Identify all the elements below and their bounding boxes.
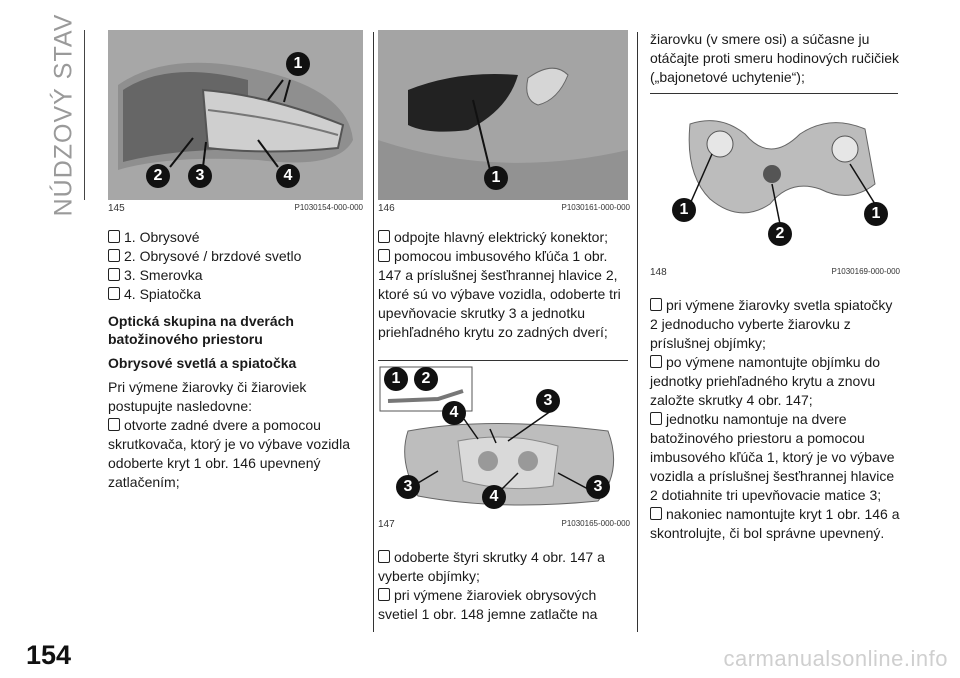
checkbox-icon (378, 249, 390, 262)
step-text: otvorte zadné dvere a pomocou skrutkovača, ktorý je vo výbave vozidla odoberte kryt 1 obr. 146 upevnený zatlačením; (108, 417, 350, 490)
figure-code: P1030154-000-000 (294, 203, 363, 212)
figure-148-caption (650, 267, 900, 278)
column-rule-1 (373, 32, 374, 632)
chapter-divider (84, 30, 85, 200)
legend-item (108, 285, 363, 304)
figure-147 (378, 360, 628, 516)
chapter-side-title (44, 13, 84, 217)
step-item (650, 353, 900, 410)
step-item (378, 548, 630, 586)
figure-code: P1030165-000-000 (561, 519, 630, 528)
step-item (378, 247, 630, 342)
watermark: carmanualsonline.info (723, 646, 948, 671)
checkbox-icon (650, 507, 662, 520)
callout-1: 1 (484, 166, 508, 190)
figure-147-caption (378, 519, 630, 530)
checkbox-icon (108, 249, 120, 262)
checkbox-icon (378, 588, 390, 601)
figure-146-caption (378, 203, 630, 214)
continued-text: žiarovku (v smere osi) a súčasne ju otáčajte proti smeru hodinových ručičiek („bajonetové uchytenie“); (650, 31, 900, 85)
figure-146 (378, 30, 628, 200)
legend-text: 3. Smerovka (124, 267, 203, 283)
callout-1: 1 (672, 198, 696, 222)
checkbox-icon (650, 412, 662, 425)
checkbox-icon (650, 298, 662, 311)
step-text: jednotku namontuje na dvere batožinového priestoru a pomocou imbusového kľúča 1, ktorý je vo výbave vozidla a príslušnej šesťhrannej hlavice 2 dotiahnite tri upevňovacie matice 3; (650, 411, 895, 503)
step-text: nakoniec namontujte kryt 1 obr. 146 a skontrolujte, či bol správne upevnený. (650, 506, 900, 541)
checkbox-icon (108, 418, 120, 431)
column-rule-2 (637, 32, 638, 632)
callout-1: 1 (864, 202, 888, 226)
figure-145 (108, 30, 363, 200)
callout-4: 4 (442, 401, 466, 425)
legend-text: 4. Spiatočka (124, 286, 202, 302)
subsection-heading: Obrysové svetlá a spiatočka (108, 355, 297, 371)
step-item (108, 416, 363, 492)
callout-2: 2 (414, 367, 438, 391)
checkbox-icon (378, 230, 390, 243)
figure-code: P1030169-000-000 (831, 267, 900, 276)
legend-item (108, 228, 363, 247)
checkbox-icon (108, 287, 120, 300)
callout-3: 3 (188, 164, 212, 188)
checkbox-icon (650, 355, 662, 368)
section-heading: Optická skupina na dverách batožinového priestoru (108, 313, 294, 347)
step-text: odoberte štyri skrutky 4 obr. 147 a vyberte objímky; (378, 549, 605, 584)
chapter-title-text: NÚDZOVÝ STAV (49, 13, 78, 217)
figure-number: 148 (650, 267, 667, 278)
step-item (650, 296, 900, 353)
step-item (378, 228, 630, 247)
legend-list (108, 228, 363, 304)
callout-3: 3 (396, 475, 420, 499)
legend-item (108, 247, 363, 266)
intro-text: Pri výmene žiarovky či žiaroviek postupujte nasledovne: (108, 379, 307, 414)
checkbox-icon (108, 230, 120, 243)
callout-4: 4 (482, 485, 506, 509)
callout-3: 3 (536, 389, 560, 413)
step-text: odpojte hlavný elektrický konektor; (394, 229, 608, 245)
callout-3: 3 (586, 475, 610, 499)
callout-2: 2 (146, 164, 170, 188)
legend-text: 1. Obrysové (124, 229, 200, 245)
callout-2: 2 (768, 222, 792, 246)
figure-code: P1030161-000-000 (561, 203, 630, 212)
step-item (650, 410, 900, 505)
checkbox-icon (108, 268, 120, 281)
legend-text: 2. Obrysové / brzdové svetlo (124, 248, 302, 264)
step-item (650, 505, 900, 543)
checkbox-icon (378, 550, 390, 563)
figure-number: 145 (108, 203, 125, 214)
callout-4: 4 (276, 164, 300, 188)
legend-item (108, 266, 363, 285)
column-2 (378, 30, 630, 624)
callout-1: 1 (286, 52, 310, 76)
page-number: 154 (26, 640, 72, 670)
figure-number: 147 (378, 519, 395, 530)
step-text: po výmene namontujte objímku do jednotky priehľadného krytu a znovu založte skrutky 4 obr. 147; (650, 354, 881, 408)
column-3 (650, 30, 900, 543)
step-item (378, 586, 630, 624)
callout-1: 1 (384, 367, 408, 391)
figure-145-caption (108, 203, 363, 214)
step-text: pri výmene žiarovky svetla spiatočky 2 jednoducho vyberte žiarovku z príslušnej objímky; (650, 297, 893, 351)
step-text: pomocou imbusového kľúča 1 obr. 147 a príslušnej šesťhrannej hlavice 2, ktoré sú vo výbave vozidla, odoberte tri upevňovacie skrutky 3 a jednotku priehľadného krytu zo zadných dverí; (378, 248, 621, 340)
figure-148 (650, 93, 898, 264)
step-text: pri výmene žiaroviek obrysových svetiel 1 obr. 148 jemne zatlačte na (378, 587, 598, 622)
column-1 (108, 30, 363, 492)
figure-number: 146 (378, 203, 395, 214)
